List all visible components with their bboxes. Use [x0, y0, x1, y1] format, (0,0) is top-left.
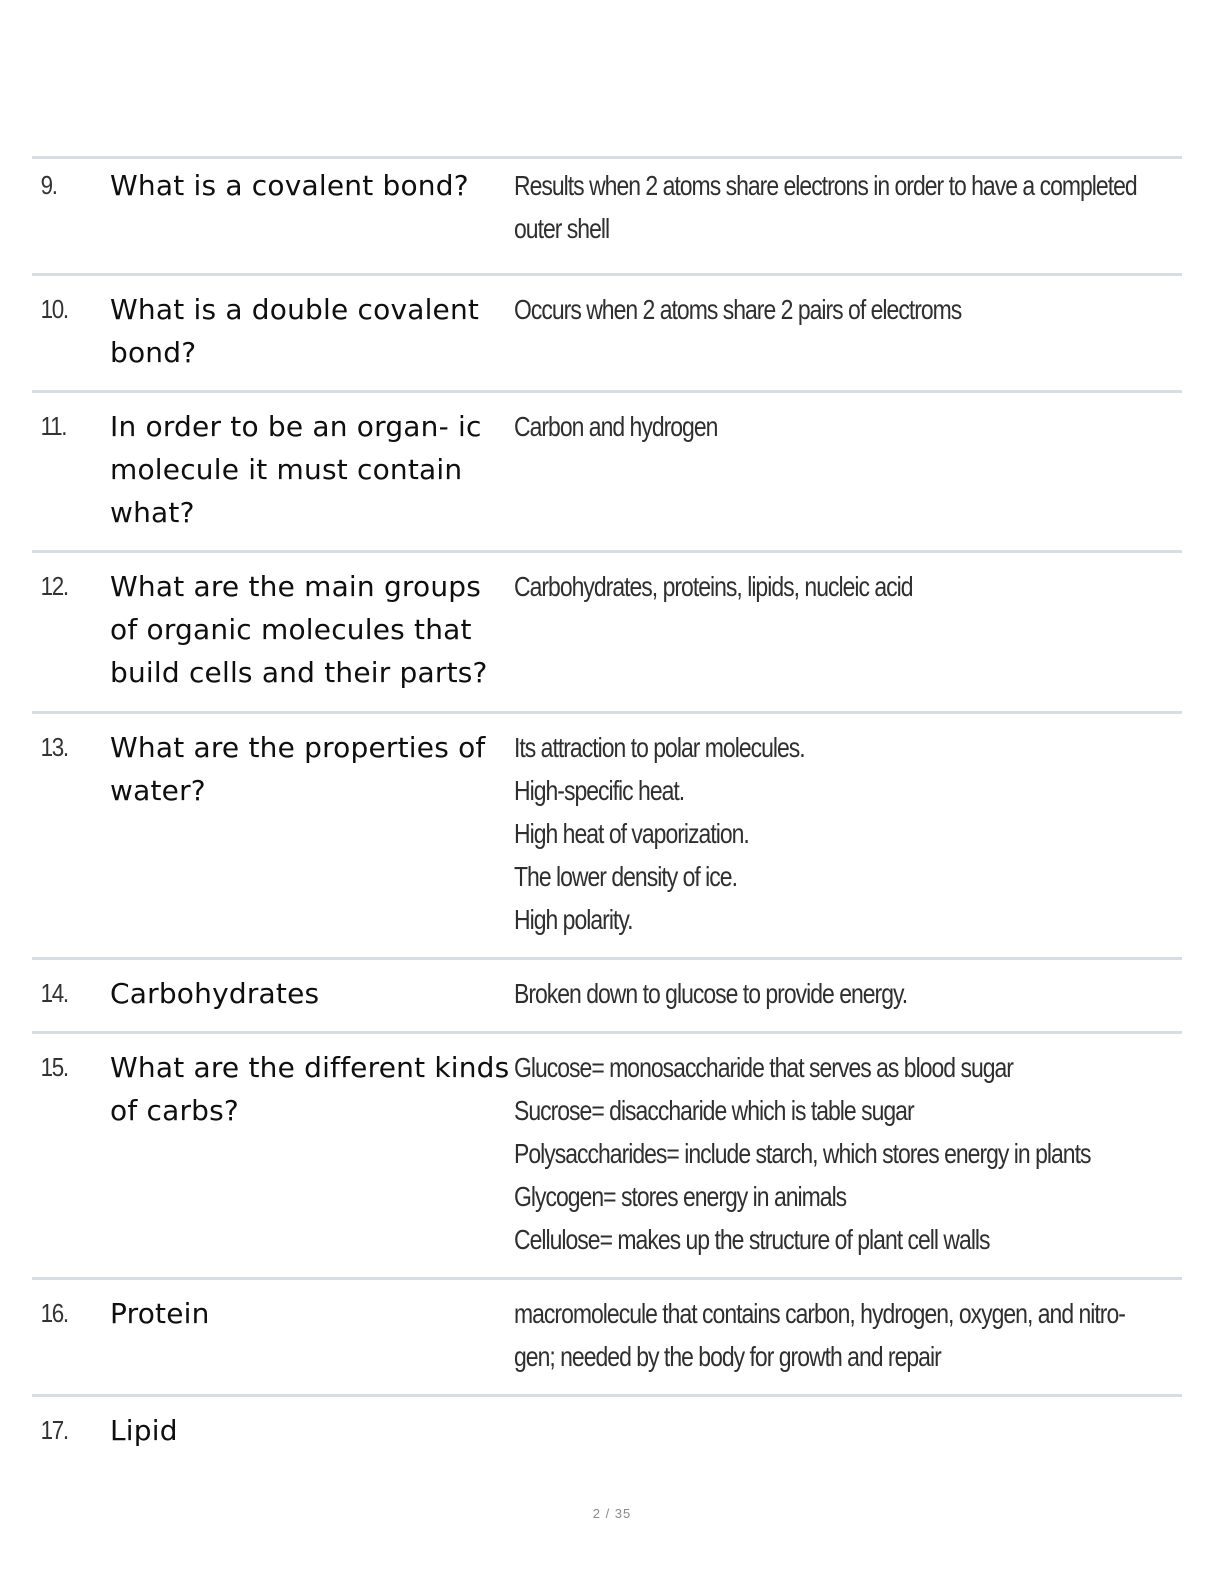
flashcard-row: [32, 711, 1182, 957]
card-term: What are the main groups of organic molecules that build cells and their parts?: [110, 570, 488, 689]
flashcard-row: [32, 1394, 1182, 1464]
definition-line: The lower density of ice.: [514, 861, 737, 892]
card-definition: [514, 972, 1062, 1031]
card-definition: [514, 1046, 1090, 1277]
flashcard-row: [32, 390, 1182, 550]
card-term: Carbohydrates: [110, 977, 320, 1010]
definition-line: Carbon and hydrogen: [514, 411, 718, 442]
card-number: 14.: [40, 978, 68, 1008]
flashcard-row: [32, 273, 1182, 390]
definition-line: Results when 2 atoms share electrons in order to have a completed: [514, 170, 1137, 201]
card-term: What are the properties of water?: [110, 731, 486, 807]
definition-line: High heat of vaporization.: [514, 818, 749, 849]
flashcard-row: [32, 1031, 1182, 1277]
definition-line: Glycogen= stores energy in animals: [514, 1181, 847, 1212]
definition-line: Polysaccharides= include starch, which stores energy in plants: [514, 1138, 1091, 1169]
card-definition: [514, 565, 1062, 711]
definition-line: Occurs when 2 atoms share 2 pairs of electroms: [514, 294, 962, 325]
card-number: 9.: [40, 170, 57, 200]
card-definition: [514, 726, 1062, 957]
definition-line: Carbohydrates, proteins, lipids, nucleic acid: [514, 571, 913, 602]
definition-line: High-specific heat.: [514, 775, 685, 806]
card-term: In order to be an organ- ic molecule it must contain what?: [110, 410, 482, 529]
definition-line: Cellulose= makes up the structure of plant cell walls: [514, 1224, 990, 1255]
card-term: Protein: [110, 1297, 210, 1330]
card-definition: [514, 405, 1062, 550]
card-term: What is a double covalent bond?: [110, 293, 480, 369]
card-term: Lipid: [110, 1414, 178, 1447]
card-number: 12.: [40, 571, 68, 601]
card-term: What are the different kinds of carbs?: [110, 1051, 510, 1127]
definition-line: Broken down to glucose to provide energy.: [514, 978, 908, 1009]
card-number: 10.: [40, 294, 68, 324]
card-definition: [514, 1292, 1125, 1394]
flashcard-row: [32, 1277, 1182, 1394]
definition-line: outer shell: [514, 213, 610, 244]
card-definition: [514, 1409, 1062, 1464]
flashcard-row: [32, 156, 1182, 273]
flashcard-row: [32, 957, 1182, 1031]
flashcard-row: [32, 550, 1182, 711]
card-definition: [514, 288, 1062, 390]
card-number: 16.: [40, 1298, 68, 1328]
definition-line: Its attraction to polar molecules.: [514, 732, 805, 763]
flashcard-list: [32, 156, 1182, 1464]
definition-line: Sucrose= disaccharide which is table sugar: [514, 1095, 914, 1126]
definition-line: macromolecule that contains carbon, hydrogen, oxygen, and nitro-: [514, 1298, 1125, 1329]
card-number: 15.: [40, 1052, 68, 1082]
definition-line: High polarity.: [514, 904, 633, 935]
card-number: 13.: [40, 732, 68, 762]
page-indicator: 2 / 35: [592, 1506, 632, 1521]
card-definition: [514, 164, 1137, 273]
definition-line: Glucose= monosaccharide that serves as blood sugar: [514, 1052, 1013, 1083]
card-term: What is a covalent bond?: [110, 169, 469, 202]
definition-line: gen; needed by the body for growth and repair: [514, 1341, 941, 1372]
card-number: 17.: [40, 1415, 68, 1445]
card-number: 11.: [40, 411, 67, 441]
